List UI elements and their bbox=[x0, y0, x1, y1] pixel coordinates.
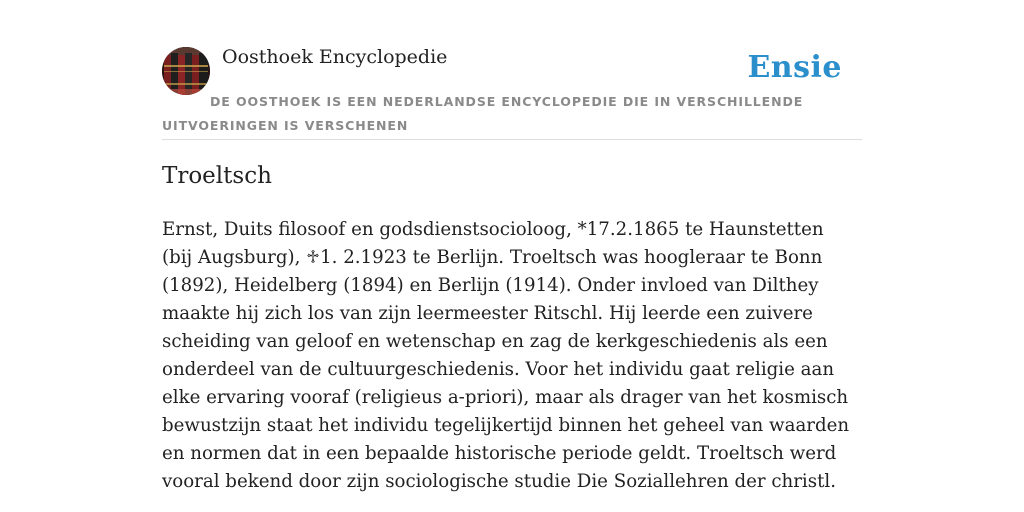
book-spines-icon bbox=[162, 47, 210, 95]
source-name[interactable]: Oosthoek Encyclopedie bbox=[222, 46, 448, 68]
article-title: Troeltsch bbox=[162, 163, 272, 189]
brand-logo[interactable]: Ensie bbox=[747, 50, 842, 85]
source-avatar[interactable] bbox=[162, 47, 210, 95]
divider bbox=[162, 139, 862, 140]
source-tagline: DE OOSTHOEK IS EEN NEDERLANDSE ENCYCLOPEDIE DIE IN VERSCHILLENDE UITVOERINGEN IS VERSCHENEN bbox=[162, 94, 804, 133]
article-body: Ernst, Duits filosoof en godsdienstsocioloog, *17.2.1865 te Haunstetten (bij Augsburg), ♱1. 2.1923 te Berlijn. Troeltsch was hoogleraar te Bonn (1892), Heidelberg (1894) en Berlijn (1914). Onder invloed van Dilthey maakte hij zich los van zijn leermeester Ritschl. Hij leerde een zuivere scheiding van geloof en wetenschap en zag de kerkgeschiedenis als een onderdeel van de cultuurgeschiedenis. Voor het individu gaat religie aan elke ervaring vooraf (religieus a-priori), maar als drager van het kosmisch bewustzijn staat het individu tegelijkertijd binnen het geheel van waarden en normen dat in een bepaalde historische periode geldt. Troeltsch werd vooral bekend door zijn sociologische studie Die Soziallehren der christl. bbox=[162, 219, 850, 492]
